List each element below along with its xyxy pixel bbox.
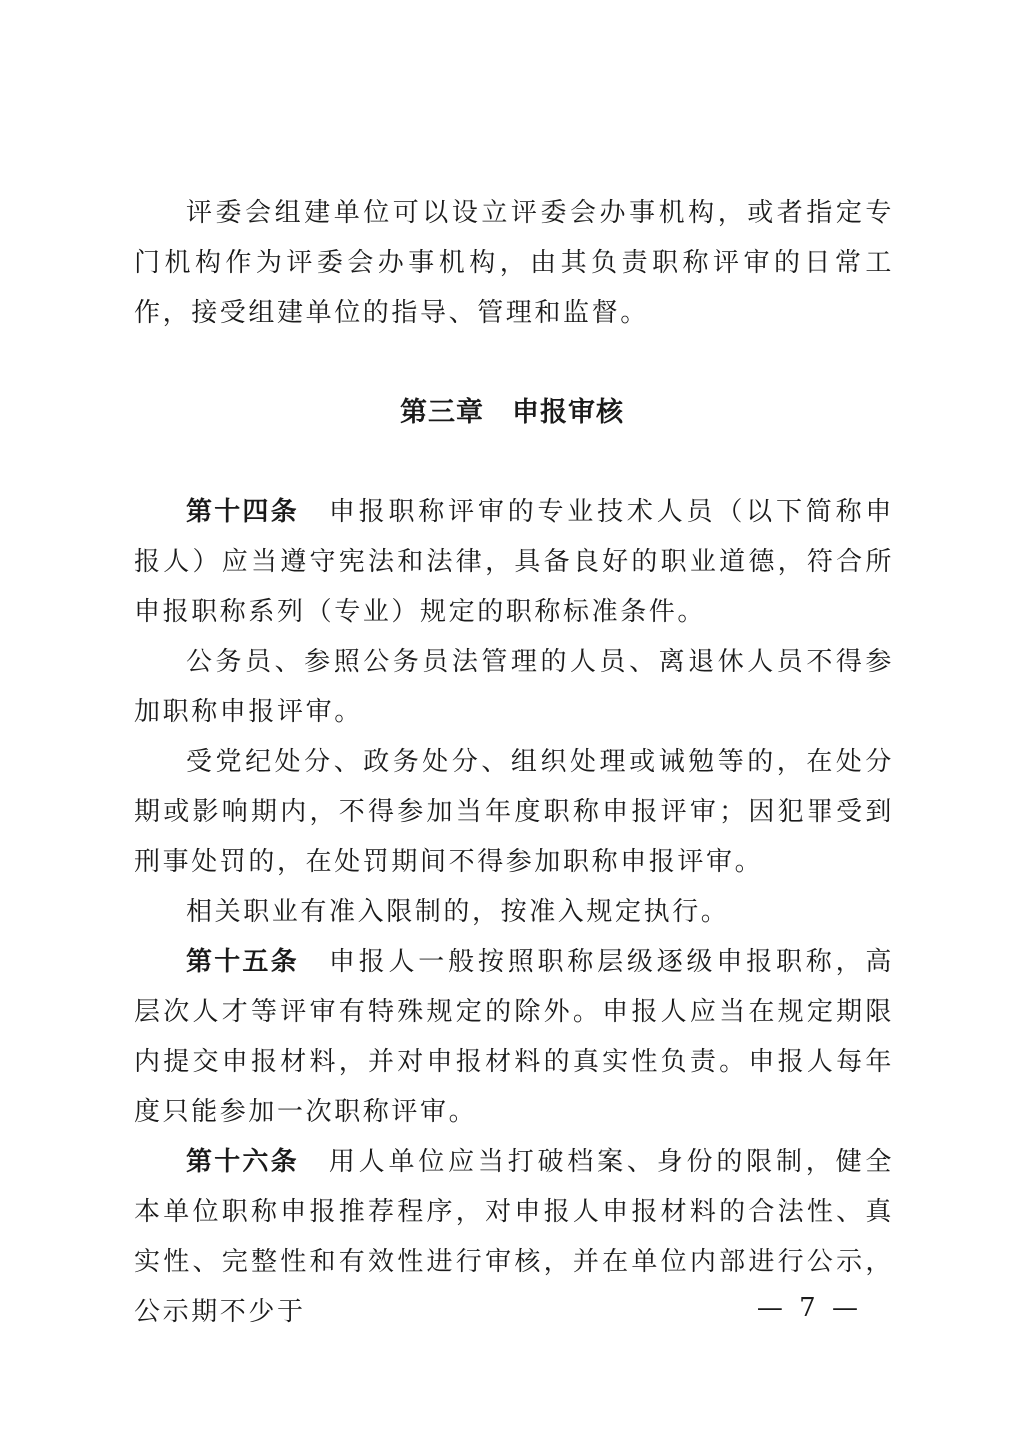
article-14-paragraph-3: 受党纪处分、政务处分、组织处理或诫勉等的，在处分期或影响期内，不得参加当年度职称申报评审；因犯罪受到刑事处罚的，在处罚期间不得参加职称申报评审。 [134,747,894,877]
article-14-label: 第十四条 [186,497,299,527]
chapter-number: 第三章 [400,397,484,428]
article-14-paragraph-2: 公务员、参照公务员法管理的人员、离退休人员不得参加职称申报评审。 [134,647,894,727]
article-15-label: 第十五条 [186,947,299,977]
article-15-text: 申报人一般按照职称层级逐级申报职称，高层次人才等评审有特殊规定的除外。申报人应当在规定期限内提交申报材料，并对申报材料的真实性负责。申报人每年度只能参加一次职称评审。 [134,947,894,1127]
article-14 [134,487,894,637]
article-14-paragraph-4: 相关职业有准入限制的，按准入规定执行。 [186,897,730,927]
chapter-heading [0,388,1024,438]
article-14-text: 申报职称评审的专业技术人员（以下简称申报人）应当遵守宪法和法律，具备良好的职业道德，符合所申报职称系列（专业）规定的职称标准条件。 [134,497,894,627]
article-16-text: 用人单位应当打破档案、身份的限制，健全本单位职称申报推荐程序，对申报人申报材料的合法性、真实性、完整性和有效性进行审核，并在单位内部进行公示，公示期不少于 [134,1147,894,1327]
page-number: — 7 — [756,1293,862,1323]
article-16-label: 第十六条 [186,1147,299,1177]
article-15 [134,937,894,1137]
articles-section [134,487,894,1337]
chapter-title: 申报审核 [512,397,624,428]
intro-paragraph: 评委会组建单位可以设立评委会办事机构，或者指定专门机构作为评委会办事机构，由其负责职称评审的日常工作，接受组建单位的指导、管理和监督。 [134,198,894,328]
intro-section [134,188,894,338]
